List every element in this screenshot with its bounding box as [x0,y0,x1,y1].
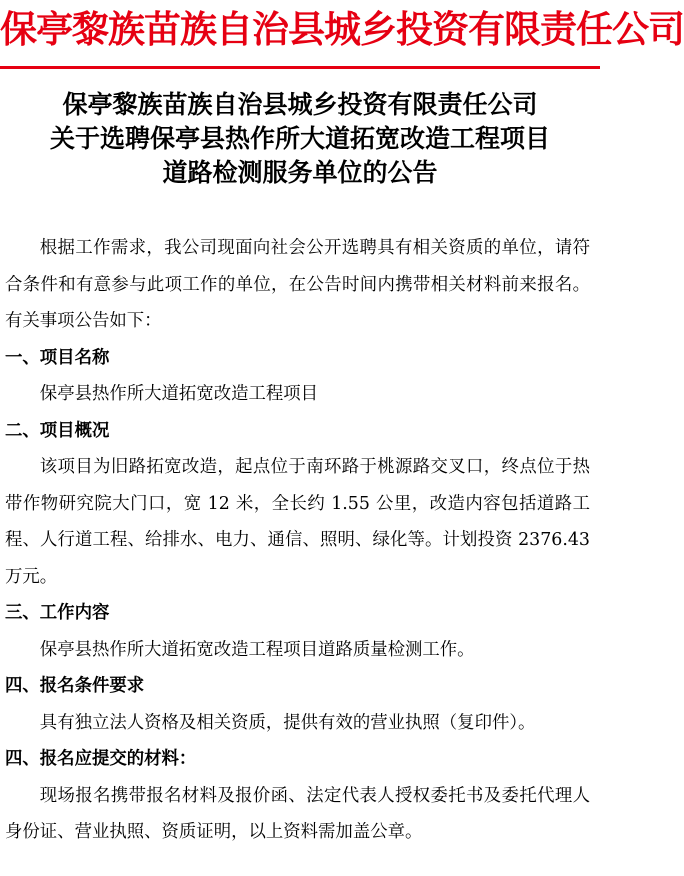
document-title [0,88,600,190]
title-line-3: 道路检测服务单位的公告 [162,158,438,187]
letterhead-company-name: 保亭黎族苗族自治县城乡投资有限责任公司 [0,7,684,51]
section-heading-registration-requirements: 四、报名条件要求 [5,676,145,696]
section-heading-submission-materials: 四、报名应提交的材料： [5,749,197,769]
section-text-project-name: 保亭县热作所大道拓宽改造工程项目 [39,384,319,404]
title-line-2: 关于选聘保亭县热作所大道拓宽改造工程项目 [49,124,550,153]
section-text-project-overview: 该项目为旧路拓宽改造，起点位于南环路于桃源路交叉口，终点位于热带作物研究院大门口，宽 12 米，全长约 1.55 公里，改造内容包括道路工程、人行道工程、给排水、电力、通信、照明、绿化等。计划投资 2376.43 万元。 [5,457,590,587]
document-body [5,230,590,851]
title-line-1: 保亭黎族苗族自治县城乡投资有限责任公司 [62,90,538,119]
section-heading-project-overview: 二、项目概况 [5,420,110,441]
intro-paragraph: 根据工作需求，我公司现面向社会公开选聘具有相关资质的单位，请符合条件和有意参与此项工作的单位，在公告时间内携带相关材料前来报名。有关事项公告如下： [5,238,590,331]
section-text-registration-requirements: 具有独立法人资格及相关资质，提供有效的营业执照（复印件）。 [39,712,536,733]
section-text-submission-materials: 现场报名携带报名材料及报价函、法定代表人授权委托书及委托代理人身份证、营业执照、资质证明，以上资料需加盖公章。 [5,785,590,842]
section-heading-project-name: 一、项目名称 [5,347,110,368]
section-heading-work-content: 三、工作内容 [5,603,110,623]
section-text-work-content: 保亭县热作所大道拓宽改造工程项目道路质量检测工作。 [39,639,475,660]
letterhead-red-rule [0,66,600,69]
